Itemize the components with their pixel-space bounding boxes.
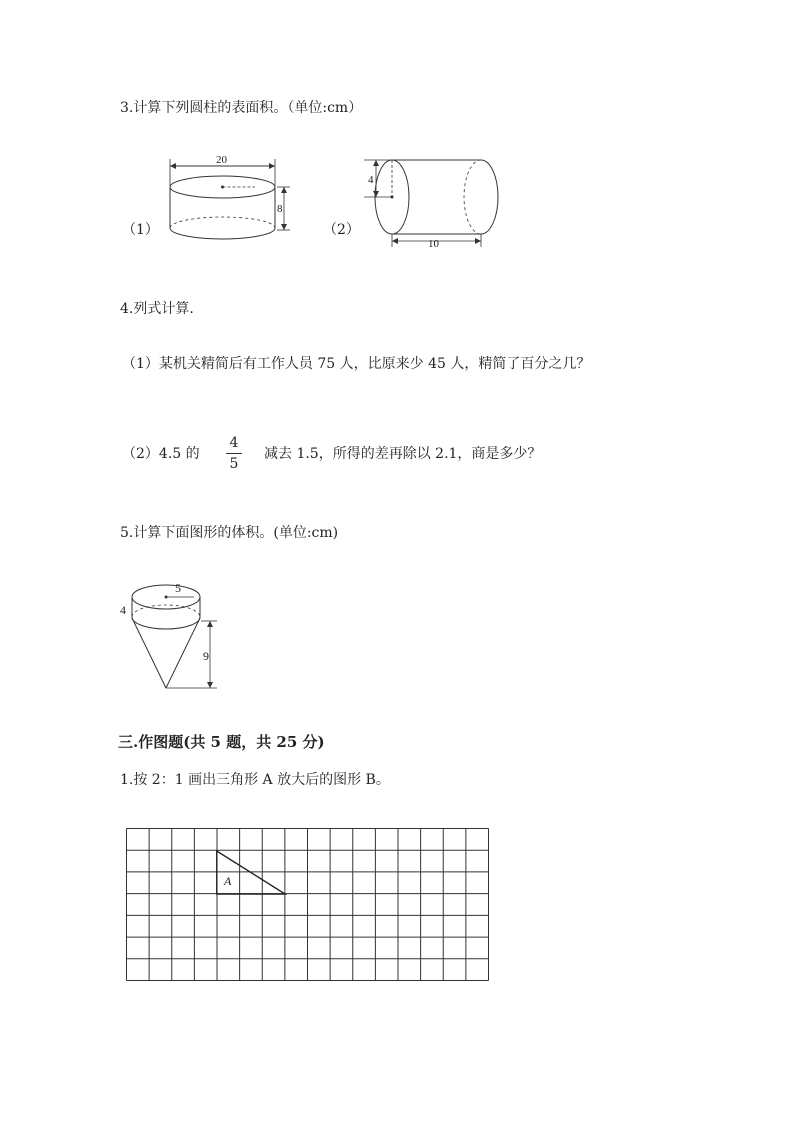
q5-radius-label: 5	[175, 581, 181, 595]
draw1-title: 1.按 2：1 画出三角形 A 放大后的图形 B。	[120, 772, 390, 788]
q3-fig1-label: （1）	[122, 222, 159, 238]
fig1-height-label: 8	[277, 203, 283, 215]
cylinder-figure-1	[160, 150, 300, 245]
q5-title: 5.计算下面图形的体积。(单位:cm)	[120, 525, 339, 541]
q5-cyl-height-label: 4	[120, 603, 126, 617]
q3-fig2-label: （2）	[323, 222, 360, 238]
fig2-length-label: 10	[428, 238, 439, 250]
q4-part2-prefix: （2）4.5 的	[122, 446, 200, 462]
fig1-diameter-label: 20	[216, 154, 227, 166]
cylinder-cone-figure	[115, 570, 235, 695]
cylinder-figure-2	[360, 155, 510, 255]
fraction-numerator: 4	[229, 435, 239, 451]
fraction-denominator: 5	[229, 456, 239, 472]
drawing-grid	[126, 828, 489, 981]
q4-part2-suffix: 减去 1.5，所得的差再除以 2.1，商是多少？	[264, 446, 542, 462]
triangle-a-label: A	[224, 874, 232, 888]
fig2-diameter-label: 4	[368, 174, 374, 186]
section-heading: 三.作图题(共 5 题，共 25 分)	[118, 733, 325, 751]
q5-cone-height-label: 9	[203, 649, 209, 663]
q4-title: 4.列式计算.	[120, 301, 194, 317]
q4-part1: （1）某机关精简后有工作人员 75 人，比原来少 45 人，精简了百分之几？	[122, 356, 591, 372]
fraction	[224, 434, 244, 473]
q3-title: 3.计算下列圆柱的表面积。（单位:cm）	[120, 100, 363, 116]
